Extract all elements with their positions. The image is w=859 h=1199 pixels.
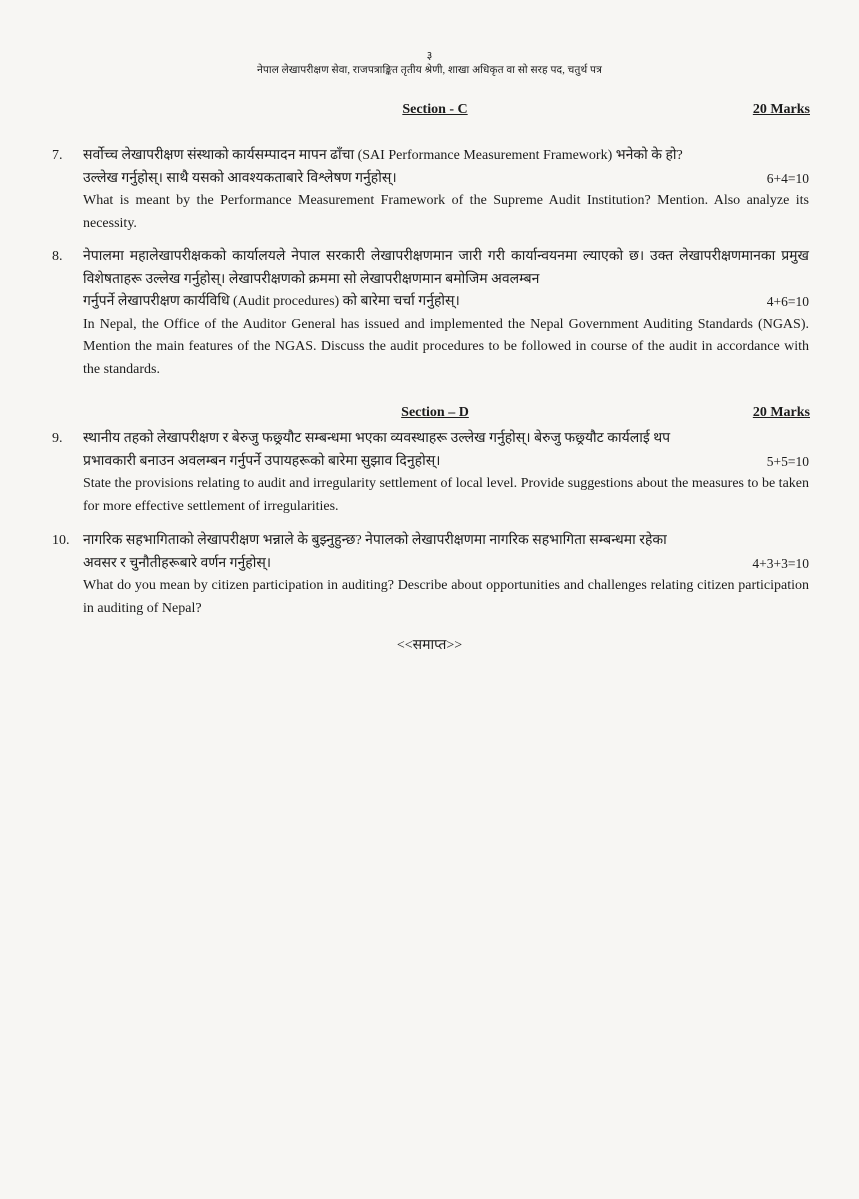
- section-title: Section – D: [401, 405, 469, 420]
- question-text-nepali-last: गर्नुपर्ने लेखापरीक्षण कार्यविधि (Audit procedures) को बारेमा चर्चा गर्नुहोस्।: [83, 294, 460, 309]
- question-text-nepali-last: उल्लेख गर्नुहोस्। साथै यसको आवश्यकताबारे विश्लेषण गर्नुहोस्।: [83, 170, 397, 186]
- question-text-english: What is meant by the Performance Measurement Framework of the Supreme Audit Institution? Mention. Also analyze its necessity.: [83, 193, 809, 231]
- section-marks: 20 Marks: [752, 102, 810, 117]
- question-marks: 6+4=10: [766, 170, 809, 186]
- section-c-heading: [60, 100, 810, 122]
- question-marks: 4+3+3=10: [752, 555, 809, 571]
- question-number: 10.: [52, 533, 70, 548]
- question-marks: 4+6=10: [766, 294, 809, 309]
- question-text-english: In Nepal, the Office of the Auditor General has issued and implemented the Nepal Government Auditing Standards (NGAS). Mention the main features of the NGAS. Discuss the audit procedures to be followed in course of the audit in accordance with the standards.: [83, 316, 809, 377]
- question-marks: 5+5=10: [766, 453, 809, 469]
- question-text-nepali-last: अवसर र चुनौतीहरूबारे वर्णन गर्नुहोस्।: [83, 555, 272, 571]
- section-marks: 20 Marks: [752, 405, 810, 420]
- question-text-nepali: नागरिक सहभागिताको लेखापरीक्षण भन्नाले के बुझ्नुहुन्छ? नेपालको लेखापरीक्षणमा नागरिक सहभागिता सम्बन्धमा रहेका: [83, 533, 667, 548]
- question-text-nepali: स्थानीय तहको लेखापरीक्षण र बेरुजु फछ्र्यौट सम्बन्धमा भएका व्यवस्थाहरू उल्लेख गर्नुहोस्। बेरुजु फछ्र्यौट कार्यलाई थप: [83, 431, 671, 446]
- section-title: Section - C: [402, 102, 468, 117]
- page-number: ३: [426, 50, 433, 62]
- question-number: 8.: [52, 249, 63, 264]
- end-of-paper-mark: <<समाप्त>>: [396, 638, 463, 653]
- question-10: [52, 530, 812, 620]
- question-text-nepali: सर्वोच्च लेखापरीक्षण संस्थाको कार्यसम्पादन मापन ढाँचा (SAI Performance Measurement Framework) भनेको के हो?: [83, 148, 683, 163]
- question-text-nepali: नेपालमा महालेखापरीक्षकको कार्यालयले नेपाल सरकारी लेखापरीक्षणमान जारी गरी कार्यान्वयनमा ल्याएको छ। उक्त लेखापरीक्षणमानका प्रमुख विशेषताहरू उल्लेख गर्नुहोस्। लेखापरीक्षणको क्रममा सो लेखापरीक्षणमान बमोजिम अवलम्बन: [83, 249, 809, 287]
- section-d-heading: [60, 403, 810, 425]
- question-8: [52, 246, 812, 381]
- question-text-nepali-last: प्रभावकारी बनाउन अवलम्बन गर्नुपर्ने उपायहरूको बारेमा सुझाव दिनुहोस्।: [83, 453, 441, 469]
- question-text-english: State the provisions relating to audit and irregularity settlement of local level. Provide suggestions about the measures to be taken for more effective settlement of irregularities.: [83, 476, 809, 514]
- question-7: [52, 145, 812, 235]
- question-9: [52, 428, 812, 518]
- question-number: 7.: [52, 148, 63, 163]
- paper-header: नेपाल लेखापरीक्षण सेवा, राजपत्राङ्कित तृतीय श्रेणी, शाखा अधिकृत वा सो सरह पद, चतुर्थ पत्र: [257, 65, 602, 76]
- question-text-english: What do you mean by citizen participation in auditing? Describe about opportunities and challenges relating citizen participation in auditing of Nepal?: [83, 578, 809, 616]
- question-number: 9.: [52, 431, 63, 446]
